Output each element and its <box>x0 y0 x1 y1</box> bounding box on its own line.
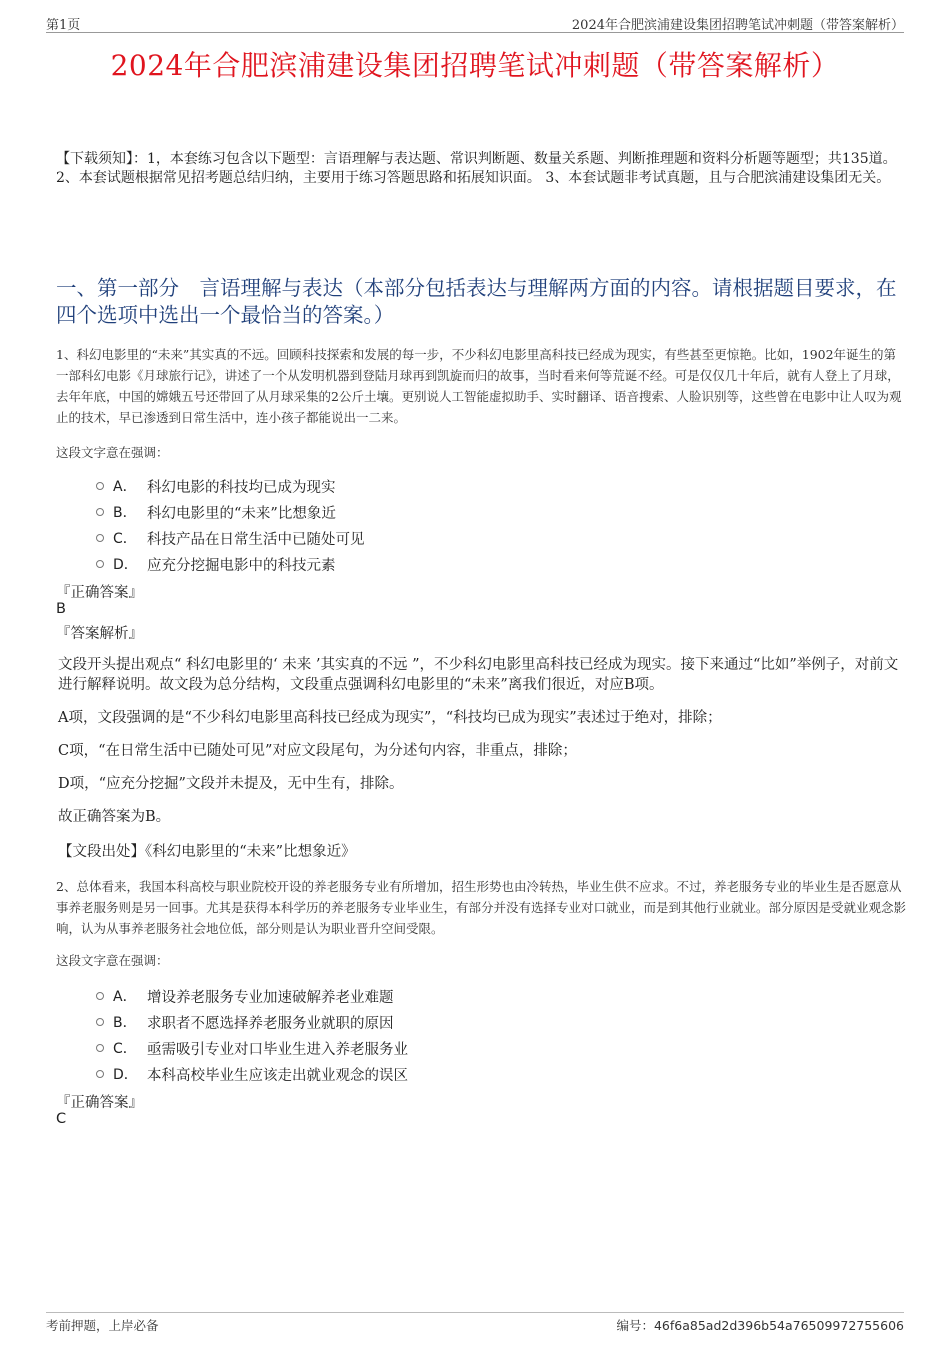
option-text: 求职者不愿选择养老服务业就职的原因 <box>147 1015 394 1032</box>
analysis-paragraph: C项，“在日常生活中已随处可见”对应文段尾句，为分述句内容，非重点，排除； <box>58 743 577 759</box>
footer-divider <box>46 1312 904 1313</box>
option-b[interactable] <box>96 499 365 525</box>
question-1-options <box>96 473 365 577</box>
radio-icon[interactable] <box>96 482 104 490</box>
radio-icon[interactable] <box>96 508 104 516</box>
section-heading: 一、第一部分 言语理解与表达（本部分包括表达与理解两方面的内容。请根据题目要求，在四个选项中选出一个最恰当的答案。） <box>56 276 897 327</box>
correct-answer-label: 『正确答案』 <box>56 1095 143 1111</box>
analysis-paragraph: 文段开头提出观点“ 科幻电影里的‘ 未来 ’其实真的不远 ”，不少科幻电影里高科技已经成为现实。接下来通过“比如”举例子，对前文进行解释说明。故文段为总分结构，文段重点强调科幻电影里的“未来”离我们很近，对应B项。 <box>58 657 899 693</box>
radio-icon[interactable] <box>96 992 104 1000</box>
option-letter: C． <box>113 1041 137 1057</box>
question-2-text: 2、总体看来，我国本科高校与职业院校开设的养老服务专业有所增加，招生形势也由冷转热，毕业生供不应求。不过，养老服务专业的毕业生是否愿意从事养老服务则是另一回事。尤其是获得本科学历的养老服务专业毕业生，有部分并没有选择专业对口就业，而是到其他行业就业。部分原因是受就业观念影响，认为从事养老服务社会地位低，部分则是认为职业晋升空间受限。 <box>56 879 907 936</box>
option-letter: B． <box>113 1015 137 1031</box>
option-letter: D． <box>113 1067 138 1083</box>
analysis-label: 『答案解析』 <box>56 626 143 642</box>
footer-slogan: 考前押题，上岸必备 <box>46 1318 159 1333</box>
option-letter: C． <box>113 531 137 547</box>
analysis-conclusion: 故正确答案为B。 <box>58 809 171 825</box>
analysis-source: 【文段出处】《科幻电影里的“未来”比想象近》 <box>58 844 356 860</box>
question-1-prompt: 这段文字意在强调： <box>56 445 169 460</box>
question-2-options <box>96 983 408 1087</box>
analysis-paragraph: D项，“应充分挖掘”文段并未提及，无中生有，排除。 <box>58 776 404 792</box>
analysis-paragraph: A项，文段强调的是“不少科幻电影里高科技已经成为现实”，“科技均已成为现实”表述过于绝对，排除； <box>58 710 722 726</box>
option-d[interactable] <box>96 1061 408 1087</box>
radio-icon[interactable] <box>96 1044 104 1052</box>
question-1-text: 1、科幻电影里的“未来”其实真的不远。回顾科技探索和发展的每一步，不少科幻电影里高科技已经成为现实，有些甚至更惊艳。比如，1902年诞生的第一部科幻电影《月球旅行记》，讲述了一个从发明机器到登陆月球再到凯旋而归的故事，当时看来何等荒诞不经。可是仅仅几十年后，就有人登上了月球，去年年底，中国的嫦娥五号还带回了从月球采集的2公斤土壤。更别说人工智能虚拟助手、实时翻译、语音搜索、人脸识别等，这些曾在电影中让人叹为观止的技术，早已渗透到日常生活中，连小孩子都能说出一二来。 <box>56 347 902 425</box>
option-b[interactable] <box>96 1009 408 1035</box>
option-a[interactable] <box>96 983 408 1009</box>
document-title: 2024年合肥滨浦建设集团招聘笔试冲刺题（带答案解析） <box>110 49 840 82</box>
correct-answer-label: 『正确答案』 <box>56 585 143 601</box>
option-c[interactable] <box>96 1035 408 1061</box>
option-text: 科技产品在日常生活中已随处可见 <box>147 531 365 548</box>
header-divider <box>46 32 904 33</box>
option-a[interactable] <box>96 473 365 499</box>
radio-icon[interactable] <box>96 560 104 568</box>
option-text: 亟需吸引专业对口毕业生进入养老服务业 <box>147 1041 408 1058</box>
radio-icon[interactable] <box>96 1070 104 1078</box>
option-d[interactable] <box>96 551 365 577</box>
code-label: 编号： <box>616 1318 654 1333</box>
page-number: 第1页 <box>46 18 81 33</box>
option-text: 应充分挖掘电影中的科技元素 <box>147 557 336 574</box>
option-text: 本科高校毕业生应该走出就业观念的误区 <box>147 1067 408 1084</box>
option-letter: A． <box>113 479 137 495</box>
option-text: 科幻电影的科技均已成为现实 <box>147 479 336 496</box>
header-doc-title: 2024年合肥滨浦建设集团招聘笔试冲刺题（带答案解析） <box>571 18 904 33</box>
code-value: 46f6a85ad2d396b54a76509972755606 <box>653 1318 904 1333</box>
option-c[interactable] <box>96 525 365 551</box>
question-2-prompt: 这段文字意在强调： <box>56 953 169 968</box>
correct-answer: C <box>56 1111 67 1127</box>
option-text: 科幻电影里的“未来”比想象近 <box>147 505 336 522</box>
option-text: 增设养老服务专业加速破解养老业难题 <box>147 989 394 1006</box>
option-letter: A． <box>113 989 137 1005</box>
correct-answer: B <box>56 601 66 617</box>
radio-icon[interactable] <box>96 1018 104 1026</box>
option-letter: D． <box>113 557 138 573</box>
footer-document-code <box>616 1316 904 1334</box>
radio-icon[interactable] <box>96 534 104 542</box>
option-letter: B． <box>113 505 137 521</box>
download-notice: 【下载须知】：1，本套练习包含以下题型：言语理解与表达题、常识判断题、数量关系题、判断推理题和资料分析题等题型；共135道。 2、本套试题根据常见招考题总结归纳，主要用于练习答题思路和拓展知识面。 3、本套试题非考试真题，且与合肥滨浦建设集团无关。 <box>56 151 897 186</box>
